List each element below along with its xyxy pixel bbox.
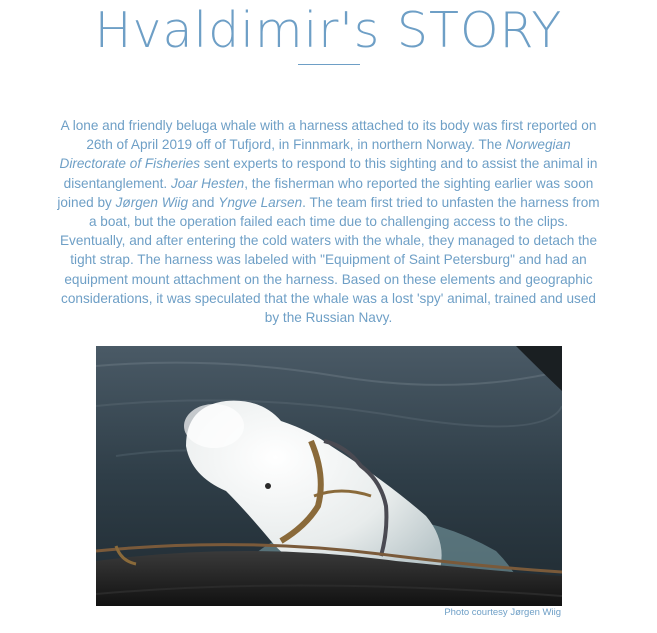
title-divider [298,64,360,65]
story-text: A lone and friendly beluga whale with a harness attached to its body was first reported on 26th of April 2019 off of Tufjord, in Finnmark, in northern Norway. The [60,118,597,153]
story-paragraph [56,116,601,327]
page-title: Hvaldimir's STORY [94,2,563,59]
story-text: and [188,194,219,210]
story-text: sent experts to respond to this sighting and to assist the animal in disentanglement. [63,156,598,191]
photo-caption: Photo courtesy Jørgen Wiig [444,607,561,618]
beluga-whale-photo [96,346,562,606]
person-name: Joar Hesten [170,175,245,191]
person-name: Jørgen Wiig [115,194,189,210]
story-text: . The team first tried to unfasten the harness from a boat, but the operation failed each time due to challenging access to the clips. Eventually, and after entering the cold waters with the whale, they managed to detach the tight strap. The harness was labeled with "Equipment of Saint Petersburg" and had an equipment mount attachment on the harness. Based on these elements and geographic considerations, it was speculated that the whale was a lost 'spy' animal, trained and used by the Russian Navy. [59,194,600,326]
person-name: Yngve Larsen [218,194,303,210]
story-text: , the fisherman who reported the sighting earlier was soon joined by [57,175,594,210]
organization-name: Norwegian Directorate of Fisheries [59,137,571,172]
